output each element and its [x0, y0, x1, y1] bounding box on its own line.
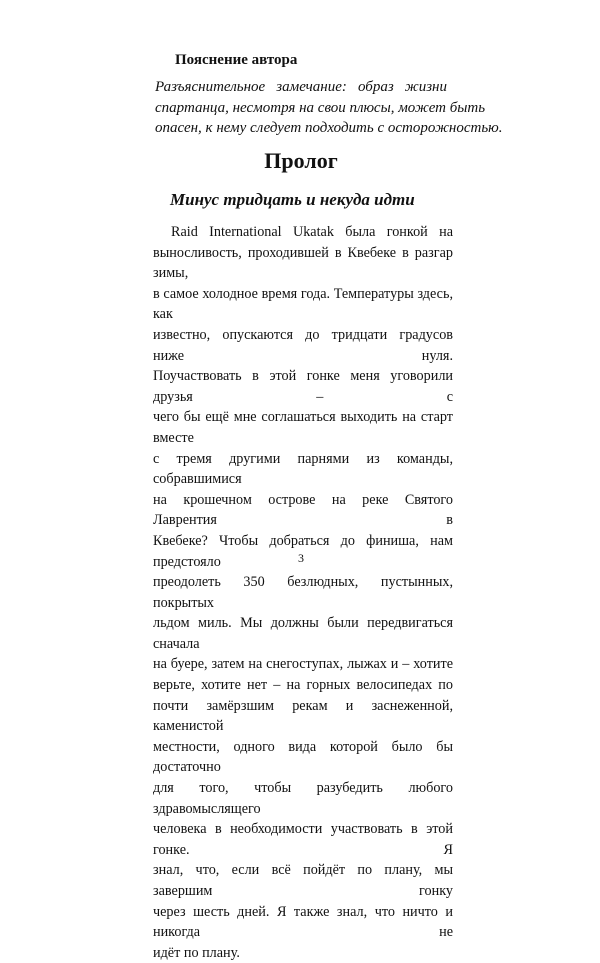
- paragraph-line: выносливость, проходившей в Квебеке в разгар зимы,: [153, 244, 453, 282]
- author-note-heading: Пояснение автора: [175, 52, 298, 68]
- paragraph-line: знал, что, если всё пойдёт по плану, мы завершим гонку: [153, 862, 453, 899]
- page-number: 3: [298, 551, 304, 565]
- author-note-text: [155, 77, 503, 139]
- author-note-line: Разъяснительное замечание: образ жизни: [155, 79, 447, 95]
- paragraph-line: идёт по плану.: [153, 944, 240, 961]
- paragraph-line: почти замёрзшим рекам и заснеженной, каменистой: [153, 697, 453, 735]
- paragraph-line: Raid International Ukatak была гонкой на: [171, 224, 453, 240]
- paragraph-line: в самое холодное время года. Температуры здесь, как: [153, 285, 453, 323]
- author-note-line: спартанца, несмотря на свои плюсы, может быть: [155, 99, 486, 116]
- section-title: Минус тридцать и некуда идти: [170, 190, 415, 209]
- paragraph-line: на крошечном острове на реке Святого Лаврентия в: [153, 491, 453, 529]
- paragraph-line: известно, опускаются до тридцати градусов ниже нуля.: [153, 326, 453, 364]
- paragraph-line: Квебеке? Чтобы добраться до финиша, нам предстояло: [153, 532, 453, 570]
- paragraph-line: верьте, хотите нет – на горных велосипедах по: [153, 677, 453, 694]
- paragraph-line: преодолеть 350 безлюдных, пустынных, покрытых: [153, 574, 453, 611]
- author-note-line: опасен, к нему следует подходить с осторожностью.: [155, 120, 503, 136]
- paragraph-line: через шесть дней. Я также знал, что ничто и никогда не: [153, 903, 453, 941]
- paragraph-line: на буере, затем на снегоступах, лыжах и – хотите: [153, 656, 453, 673]
- paragraph-line: для того, чтобы разубедить любого здравомыслящего: [153, 780, 453, 817]
- paragraph-line: местности, одного вида которой было бы достаточно: [153, 738, 453, 776]
- chapter-title: Пролог: [264, 148, 338, 173]
- paragraph-line: льдом миль. Мы должны были передвигаться сначала: [153, 615, 453, 652]
- paragraph-line: человека в необходимости участвовать в этой гонке. Я: [153, 821, 453, 858]
- paragraph-line: Поучаствовать в этой гонке меня уговорили друзья – с: [153, 368, 453, 405]
- body-paragraph: [153, 222, 453, 963]
- paragraph-line: с тремя другими парнями из команды, собравшимися: [153, 450, 453, 488]
- paragraph-line: чего бы ещё мне соглашаться выходить на старт вместе: [153, 409, 453, 446]
